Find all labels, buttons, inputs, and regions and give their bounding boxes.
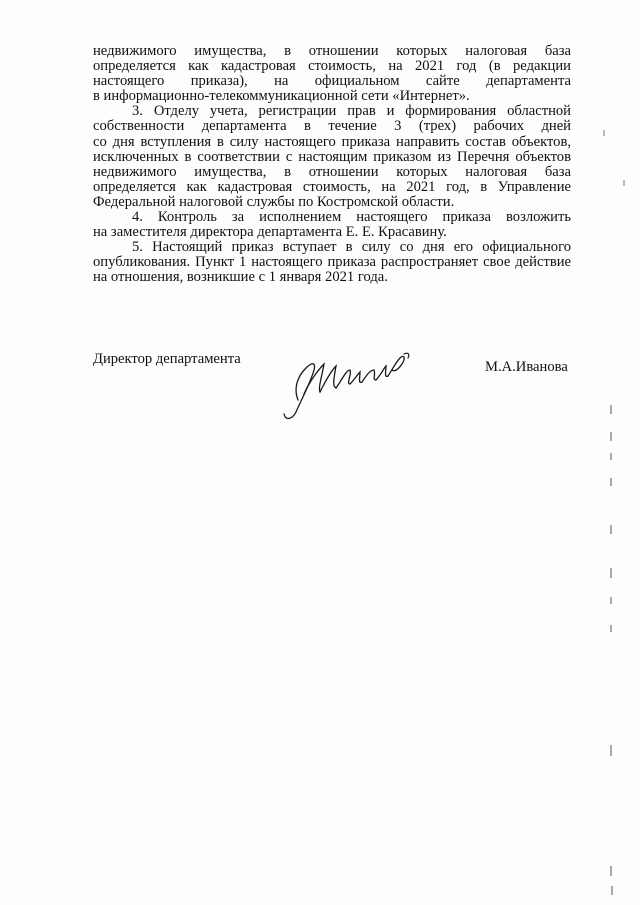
text-line: недвижимого имущества, в отношении которых налоговая база xyxy=(93,163,571,180)
text-line: Федеральной налоговой службы по Костромской области. xyxy=(93,193,455,210)
text-line: 3. Отделу учета, регистрации прав и формирования областной xyxy=(132,103,571,120)
paragraph-continuation xyxy=(93,44,571,104)
text-line: определяется как кадастровая стоимость, на 2021 год (в редакции xyxy=(93,58,571,75)
text-line: опубликования. Пункт 1 настоящего приказа распространяет свое действие xyxy=(93,254,571,271)
text-line: со дня вступления в силу настоящего приказа направить состав объектов, xyxy=(93,133,571,150)
signatory-title: Директор департамента xyxy=(93,351,241,367)
text-line: 5. Настоящий приказ вступает в силу со дня его официального xyxy=(132,239,571,256)
text-line: определяется как кадастровая стоимость, на 2021 год, в Управление xyxy=(93,178,571,195)
paragraph-item-4 xyxy=(93,210,571,240)
document-body xyxy=(93,44,571,286)
text-line: на заместителя директора департамента Е. Е. Красавину. xyxy=(93,224,447,241)
handwritten-signature xyxy=(276,340,426,425)
signatory-name: М.А.Иванова xyxy=(485,359,568,375)
text-line: в информационно-телекоммуникационной сети «Интернет». xyxy=(93,88,470,105)
text-line: исключенных в соответствии с настоящим приказом из Перечня объектов xyxy=(93,148,571,165)
paragraph-item-5 xyxy=(93,240,571,285)
paragraph-item-3 xyxy=(93,104,571,210)
text-line: собственности департамента в течение 3 (трех) рабочих дней xyxy=(93,118,571,135)
text-line: настоящего приказа), на официальном сайте департамента xyxy=(93,73,571,90)
text-line: 4. Контроль за исполнением настоящего приказа возложить xyxy=(132,209,571,226)
text-line: на отношения, возникшие с 1 января 2021 года. xyxy=(93,269,388,286)
text-line: недвижимого имущества, в отношении которых налоговая база xyxy=(93,43,571,59)
